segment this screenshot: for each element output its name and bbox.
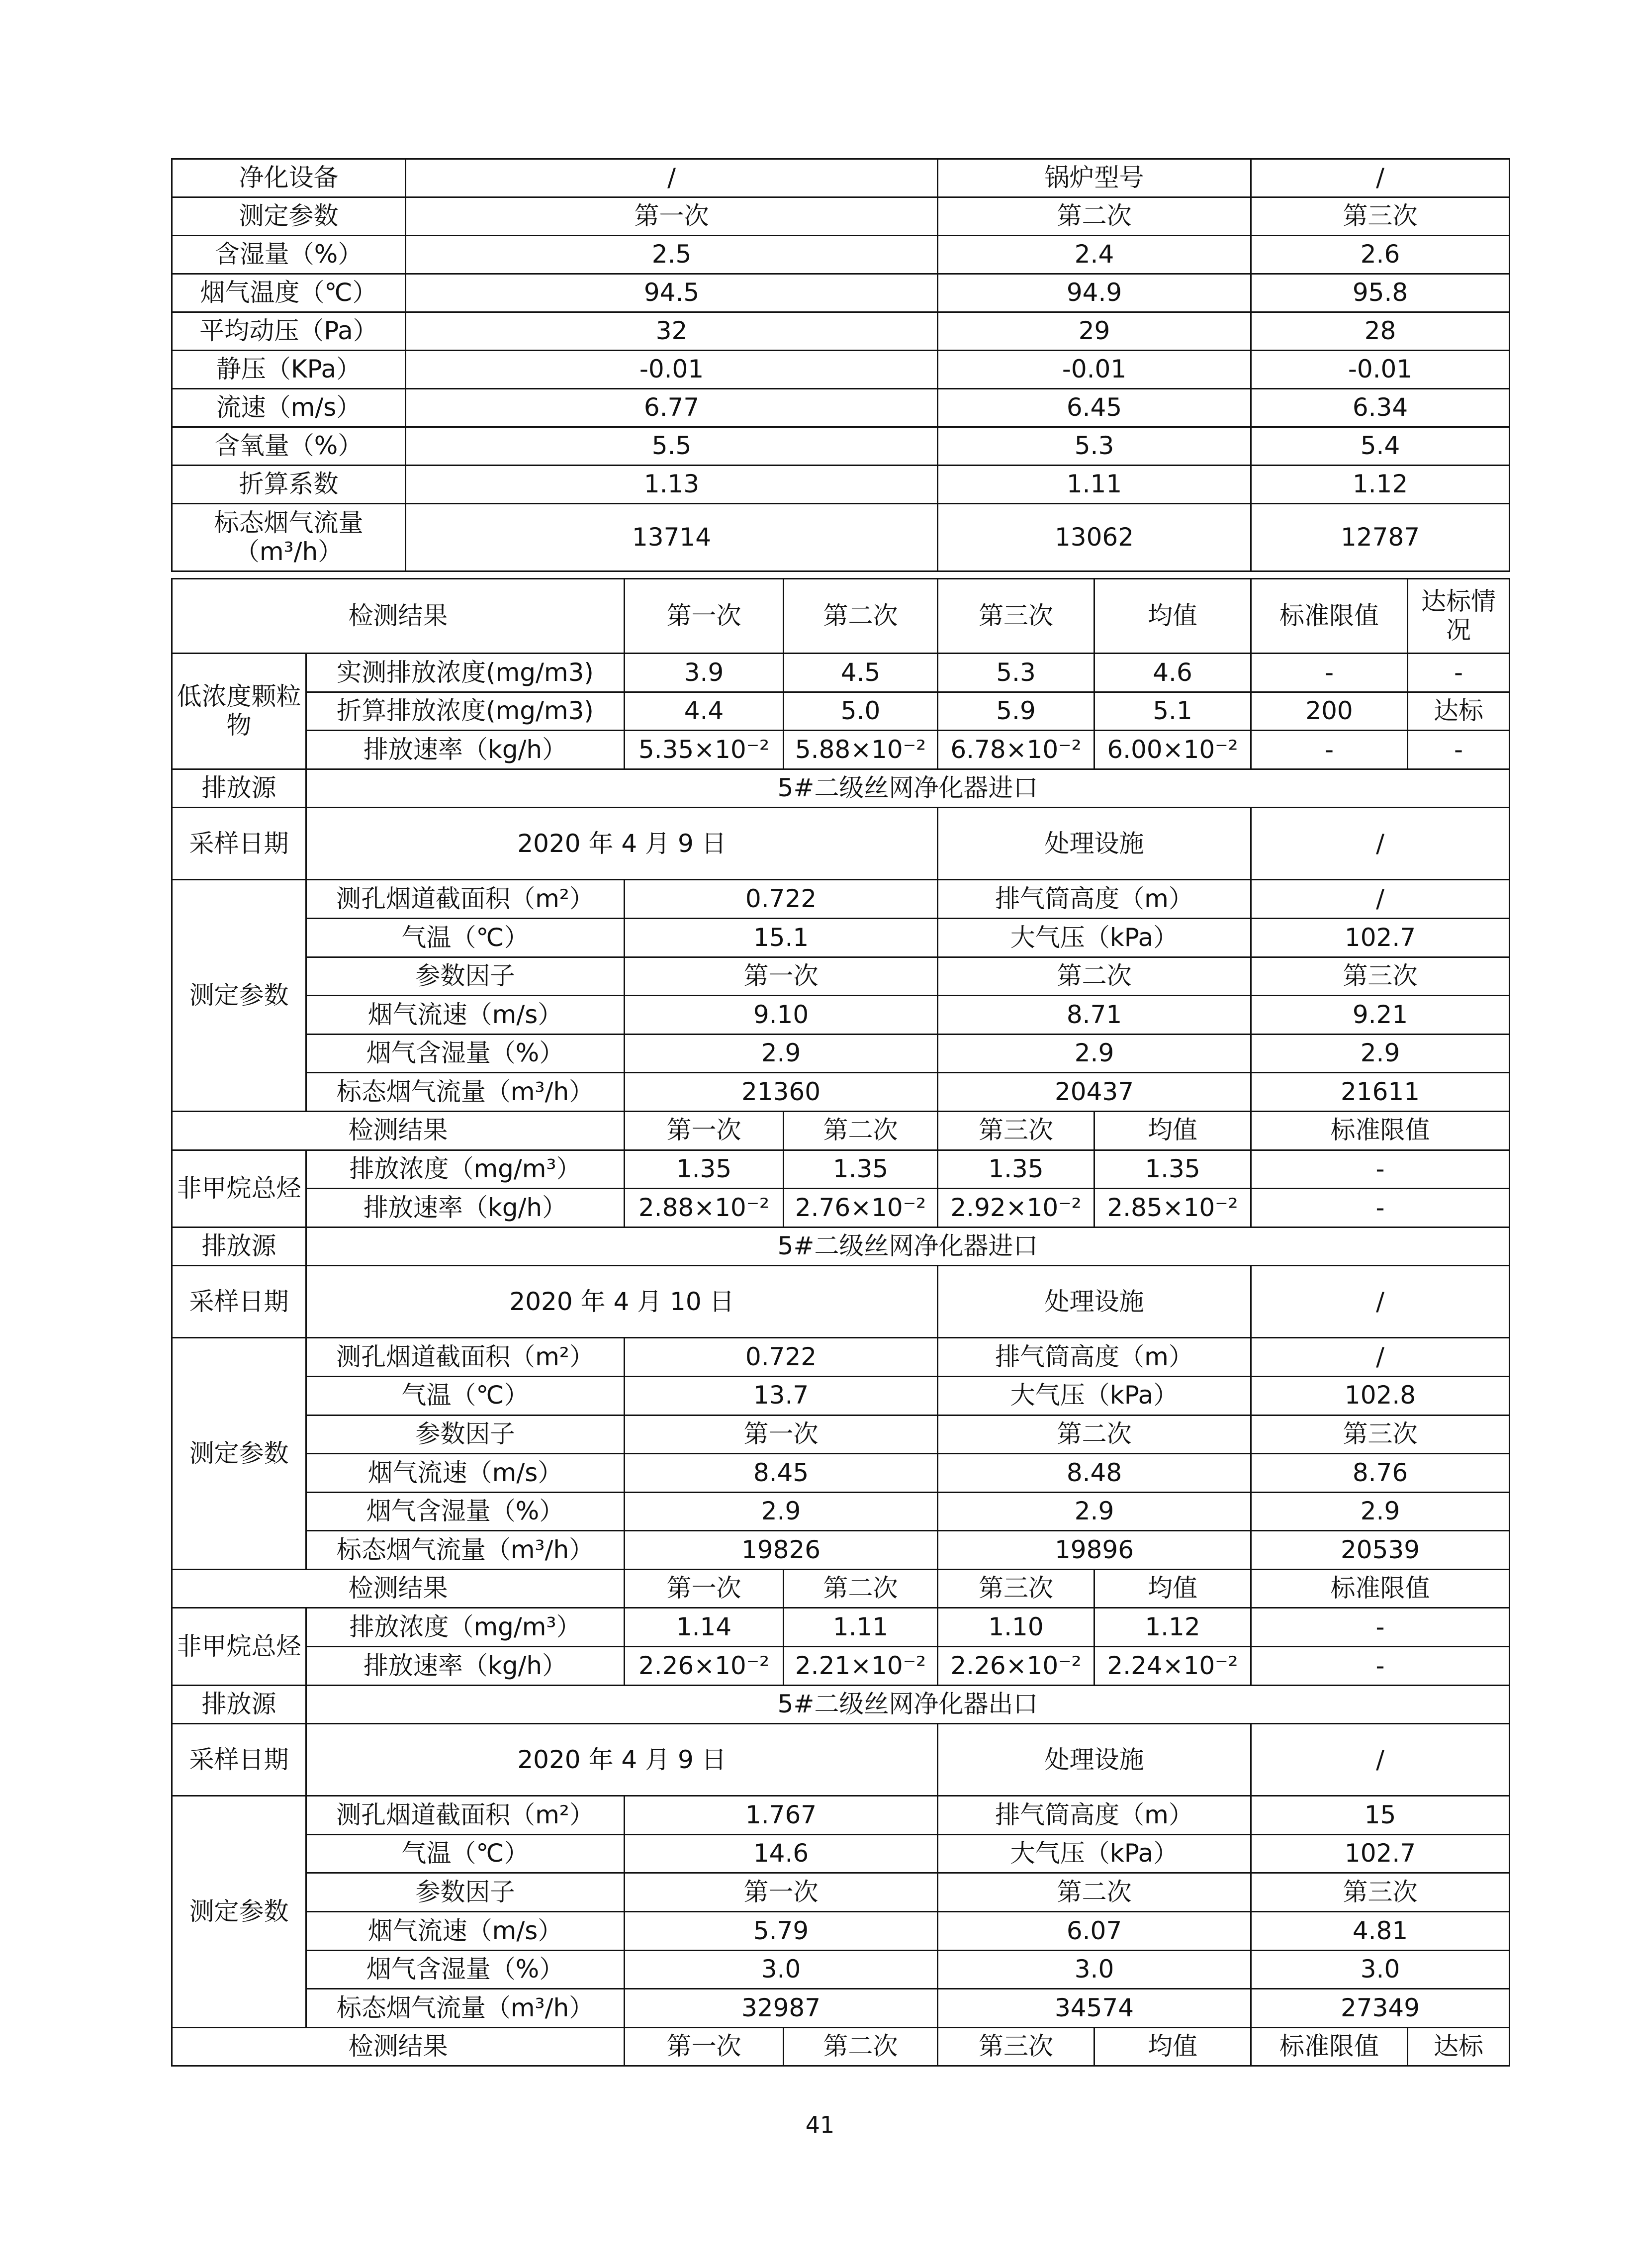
date-value: 2020 年 4 月 10 日	[306, 1266, 938, 1338]
source-value: 5#二级丝网净化器进口	[306, 1227, 1510, 1266]
param-label: 测定参数	[172, 880, 306, 1112]
result-header-col: 达标情况	[1408, 579, 1510, 654]
metric-value: 5.0	[784, 692, 938, 731]
metric-value: -	[1251, 1608, 1510, 1647]
metric-value: 5.9	[938, 692, 1094, 731]
result-header-col: 第三次	[938, 2027, 1094, 2066]
parameter-value: 2.4	[938, 236, 1251, 274]
metric-value: -	[1251, 1189, 1510, 1228]
result-header-label: 检测结果	[172, 1111, 625, 1150]
page-number: 41	[805, 2111, 835, 2138]
run-label: 第一次	[625, 1415, 938, 1454]
param-value: 8.71	[938, 996, 1251, 1035]
param-row	[172, 1034, 1510, 1073]
param-row	[172, 1338, 1510, 1377]
metric-value: 2.85×10⁻²	[1094, 1189, 1251, 1228]
facility-value: /	[1251, 1724, 1510, 1796]
param-row	[172, 1531, 1510, 1570]
metric-value: 2.24×10⁻²	[1094, 1647, 1251, 1686]
param-name: 气温（℃）	[306, 1376, 625, 1415]
param-row	[172, 1989, 1510, 2028]
parameter-row	[172, 427, 1510, 466]
metric-value: 2.92×10⁻²	[938, 1189, 1094, 1228]
param-value: 20437	[938, 1073, 1251, 1112]
param-value: 2.9	[938, 1492, 1251, 1531]
param-name: 标态烟气流量（m³/h）	[306, 1989, 625, 2028]
param-label: 测定参数	[172, 1338, 306, 1570]
date-label: 采样日期	[172, 1266, 306, 1338]
metric-value: 1.11	[784, 1608, 938, 1647]
result-header-col: 第三次	[938, 1569, 1094, 1608]
param-name: 测孔烟道截面积（m²）	[306, 1796, 625, 1835]
result-header-row	[172, 1569, 1510, 1608]
param-name: 参数因子	[306, 957, 625, 996]
date-value: 2020 年 4 月 9 日	[306, 808, 938, 880]
param-value: 3.0	[938, 1950, 1251, 1989]
param-row	[172, 1073, 1510, 1112]
parameter-label: 标态烟气流量（m³/h）	[172, 504, 406, 571]
parameter-value: 1.12	[1251, 466, 1510, 504]
param-value: /	[1251, 880, 1510, 919]
metric-value: 6.78×10⁻²	[938, 731, 1094, 769]
parameter-row	[172, 159, 1510, 197]
parameter-row	[172, 389, 1510, 427]
facility-label: 处理设施	[938, 808, 1251, 880]
parameter-label: 流速（m/s）	[172, 389, 406, 427]
parameter-label: 静压（KPa）	[172, 351, 406, 389]
parameter-label: 测定参数	[172, 197, 406, 236]
result-header-col: 标准限值	[1251, 1569, 1510, 1608]
param-row	[172, 1376, 1510, 1415]
parameter-row	[172, 351, 1510, 389]
param-name: 大气压（kPa）	[938, 1376, 1251, 1415]
param-value: 27349	[1251, 1989, 1510, 2028]
results-table-body	[172, 579, 1510, 2066]
particulate-row	[172, 731, 1510, 769]
result-header-col: 第二次	[784, 1569, 938, 1608]
parameter-value: 1.11	[938, 466, 1251, 504]
param-name: 气温（℃）	[306, 1834, 625, 1873]
param-value: 20539	[1251, 1531, 1510, 1570]
parameter-row	[172, 504, 1510, 571]
pollutant-label: 非甲烷总烃	[172, 1150, 306, 1227]
param-value: 0.722	[625, 1338, 938, 1377]
param-value: 19826	[625, 1531, 938, 1570]
metric-value: 1.35	[784, 1150, 938, 1189]
param-value: /	[1251, 1338, 1510, 1377]
parameter-value: 13062	[938, 504, 1251, 571]
result-header-col: 第二次	[784, 579, 938, 654]
param-value: 21360	[625, 1073, 938, 1112]
param-value: 3.0	[1251, 1950, 1510, 1989]
result-header-col: 标准限值	[1251, 579, 1408, 654]
param-row	[172, 1873, 1510, 1912]
parameter-value: 28	[1251, 312, 1510, 351]
parameter-label: 含湿量（%）	[172, 236, 406, 274]
param-value: 32987	[625, 1989, 938, 2028]
param-value: 6.07	[938, 1912, 1251, 1951]
run-label: 第一次	[625, 1873, 938, 1912]
param-value: 2.9	[1251, 1492, 1510, 1531]
parameter-label: 平均动压（Pa）	[172, 312, 406, 351]
parameter-value: -0.01	[1251, 351, 1510, 389]
parameter-row	[172, 312, 1510, 351]
param-name: 排气筒高度（m）	[938, 1796, 1251, 1835]
param-label: 测定参数	[172, 1796, 306, 2028]
parameter-value: 6.34	[1251, 389, 1510, 427]
parameter-value: 5.5	[406, 427, 938, 466]
param-value: 102.7	[1251, 918, 1510, 957]
param-value: 4.81	[1251, 1912, 1510, 1951]
metric-value: 2.76×10⁻²	[784, 1189, 938, 1228]
param-row	[172, 1492, 1510, 1531]
param-name: 烟气含湿量（%）	[306, 1034, 625, 1073]
parameter-value: 12787	[1251, 504, 1510, 571]
run-label: 第二次	[938, 957, 1251, 996]
metric-value: 2.21×10⁻²	[784, 1647, 938, 1686]
metric-value: 1.35	[1094, 1150, 1251, 1189]
metric-value: 4.6	[1094, 654, 1251, 692]
metric-value: 1.35	[938, 1150, 1094, 1189]
metric-value: -	[1251, 654, 1408, 692]
result-header-col: 第二次	[784, 1111, 938, 1150]
param-row	[172, 957, 1510, 996]
parameter-value: 94.9	[938, 274, 1251, 312]
param-value: 19896	[938, 1531, 1251, 1570]
param-value: 102.7	[1251, 1834, 1510, 1873]
param-value: 1.767	[625, 1796, 938, 1835]
param-name: 烟气含湿量（%）	[306, 1492, 625, 1531]
param-value: 8.45	[625, 1454, 938, 1493]
param-name: 烟气含湿量（%）	[306, 1950, 625, 1989]
param-value: 15.1	[625, 918, 938, 957]
parameter-label: 折算系数	[172, 466, 406, 504]
metric-value: 5.1	[1094, 692, 1251, 731]
result-header-col: 第一次	[625, 1111, 784, 1150]
metric-value: 1.12	[1094, 1608, 1251, 1647]
pollutant-label: 低浓度颗粒物	[172, 654, 306, 769]
metric-label: 排放速率（kg/h）	[306, 1189, 625, 1228]
run-label: 第三次	[1251, 1415, 1510, 1454]
parameter-value: 6.77	[406, 389, 938, 427]
param-value: 2.9	[938, 1034, 1251, 1073]
parameter-label: 烟气温度（℃）	[172, 274, 406, 312]
param-row	[172, 1950, 1510, 1989]
result-header-col: 第三次	[938, 1111, 1094, 1150]
param-value: 34574	[938, 1989, 1251, 2028]
metric-value: -	[1408, 731, 1510, 769]
result-header-col: 均值	[1094, 2027, 1251, 2066]
result-header-col: 第一次	[625, 579, 784, 654]
metric-label: 排放浓度（mg/m³）	[306, 1608, 625, 1647]
result-header-col: 均值	[1094, 1111, 1251, 1150]
metric-value: -	[1408, 654, 1510, 692]
param-name: 大气压（kPa）	[938, 1834, 1251, 1873]
result-header-col: 标准限值	[1251, 2027, 1408, 2066]
run-label: 第一次	[625, 957, 938, 996]
result-header-row	[172, 2027, 1510, 2066]
param-name: 排气筒高度（m）	[938, 880, 1251, 919]
parameter-value: 95.8	[1251, 274, 1510, 312]
param-value: 9.21	[1251, 996, 1510, 1035]
pollutant-label: 非甲烷总烃	[172, 1608, 306, 1685]
param-row	[172, 880, 1510, 919]
parameter-row	[172, 274, 1510, 312]
parameter-value: 第二次	[938, 197, 1251, 236]
param-value: 2.9	[1251, 1034, 1510, 1073]
metric-value: 1.35	[625, 1150, 784, 1189]
metric-label: 排放浓度（mg/m³）	[306, 1150, 625, 1189]
param-value: 9.10	[625, 996, 938, 1035]
param-row	[172, 1796, 1510, 1835]
run-label: 第二次	[938, 1415, 1251, 1454]
param-row	[172, 1415, 1510, 1454]
param-name: 大气压（kPa）	[938, 918, 1251, 957]
param-name: 排气筒高度（m）	[938, 1338, 1251, 1377]
param-name: 测孔烟道截面积（m²）	[306, 880, 625, 919]
metric-value: 5.3	[938, 654, 1094, 692]
date-label: 采样日期	[172, 1724, 306, 1796]
date-row	[172, 808, 1510, 880]
parameter-value: 2.6	[1251, 236, 1510, 274]
param-value: 2.9	[625, 1492, 938, 1531]
date-value: 2020 年 4 月 9 日	[306, 1724, 938, 1796]
parameter-value: 5.4	[1251, 427, 1510, 466]
param-name: 气温（℃）	[306, 918, 625, 957]
metric-value: 5.35×10⁻²	[625, 731, 784, 769]
parameter-value: /	[1251, 159, 1510, 197]
param-value: 5.79	[625, 1912, 938, 1951]
source-label: 排放源	[172, 1685, 306, 1724]
parameter-value: 第三次	[1251, 197, 1510, 236]
parameter-value: 2.5	[406, 236, 938, 274]
metric-value: 4.5	[784, 654, 938, 692]
metric-value: 达标	[1408, 692, 1510, 731]
metric-label: 排放速率（kg/h）	[306, 731, 625, 769]
parameter-value: 94.5	[406, 274, 938, 312]
param-value: 0.722	[625, 880, 938, 919]
facility-value: /	[1251, 1266, 1510, 1338]
param-value: 14.6	[625, 1834, 938, 1873]
metric-value: 2.26×10⁻²	[938, 1647, 1094, 1686]
param-name: 标态烟气流量（m³/h）	[306, 1531, 625, 1570]
param-value: 8.76	[1251, 1454, 1510, 1493]
parameter-value: -0.01	[406, 351, 938, 389]
param-name: 参数因子	[306, 1873, 625, 1912]
particulate-row	[172, 654, 1510, 692]
param-value: 8.48	[938, 1454, 1251, 1493]
param-row	[172, 918, 1510, 957]
source-value: 5#二级丝网净化器出口	[306, 1685, 1510, 1724]
metric-label: 实测排放浓度(mg/m3)	[306, 654, 625, 692]
parameter-value: /	[406, 159, 938, 197]
source-row	[172, 769, 1510, 808]
parameter-value: 13714	[406, 504, 938, 571]
parameter-value: 6.45	[938, 389, 1251, 427]
param-value: 3.0	[625, 1950, 938, 1989]
param-value: 102.8	[1251, 1376, 1510, 1415]
metric-value: 6.00×10⁻²	[1094, 731, 1251, 769]
parameter-label: 净化设备	[172, 159, 406, 197]
facility-label: 处理设施	[938, 1724, 1251, 1796]
result-header-label: 检测结果	[172, 579, 625, 654]
metric-value: -	[1251, 731, 1408, 769]
param-name: 标态烟气流量（m³/h）	[306, 1073, 625, 1112]
param-row	[172, 996, 1510, 1035]
pollutant-row	[172, 1189, 1510, 1228]
parameter-value: 1.13	[406, 466, 938, 504]
result-header-col: 达标	[1408, 2027, 1510, 2066]
metric-value: 200	[1251, 692, 1408, 731]
metric-value: 5.88×10⁻²	[784, 731, 938, 769]
source-row	[172, 1685, 1510, 1724]
param-name: 测孔烟道截面积（m²）	[306, 1338, 625, 1377]
metric-value: -	[1251, 1647, 1510, 1686]
metric-value: 4.4	[625, 692, 784, 731]
param-name: 烟气流速（m/s）	[306, 1454, 625, 1493]
source-row	[172, 1227, 1510, 1266]
metric-label: 折算排放浓度(mg/m3)	[306, 692, 625, 731]
parameter-row	[172, 466, 1510, 504]
param-name: 烟气流速（m/s）	[306, 1912, 625, 1951]
result-header-col: 均值	[1094, 1569, 1251, 1608]
source-label: 排放源	[172, 1227, 306, 1266]
result-header-row	[172, 579, 1510, 654]
param-name: 参数因子	[306, 1415, 625, 1454]
parameter-value: 第一次	[406, 197, 938, 236]
date-row	[172, 1266, 1510, 1338]
param-row	[172, 1912, 1510, 1951]
pollutant-row	[172, 1608, 1510, 1647]
result-header-label: 检测结果	[172, 2027, 625, 2066]
source-value: 5#二级丝网净化器进口	[306, 769, 1510, 808]
run-label: 第三次	[1251, 1873, 1510, 1912]
param-value: 13.7	[625, 1376, 938, 1415]
param-name: 烟气流速（m/s）	[306, 996, 625, 1035]
parameter-label: 含氧量（%）	[172, 427, 406, 466]
metric-value: 2.26×10⁻²	[625, 1647, 784, 1686]
result-header-label: 检测结果	[172, 1569, 625, 1608]
results-table	[171, 578, 1510, 2067]
parameter-label: 锅炉型号	[938, 159, 1251, 197]
facility-label: 处理设施	[938, 1266, 1251, 1338]
result-header-col: 第三次	[938, 579, 1094, 654]
pollutant-row	[172, 1150, 1510, 1189]
parameter-row	[172, 197, 1510, 236]
metric-value: -	[1251, 1150, 1510, 1189]
run-label: 第二次	[938, 1873, 1251, 1912]
parameter-value: 29	[938, 312, 1251, 351]
result-header-col: 标准限值	[1251, 1111, 1510, 1150]
metric-value: 1.10	[938, 1608, 1094, 1647]
parameter-value: -0.01	[938, 351, 1251, 389]
result-header-col: 第二次	[784, 2027, 938, 2066]
result-header-col: 均值	[1094, 579, 1251, 654]
metric-value: 2.88×10⁻²	[625, 1189, 784, 1228]
source-label: 排放源	[172, 769, 306, 808]
particulate-row	[172, 692, 1510, 731]
param-value: 15	[1251, 1796, 1510, 1835]
param-row	[172, 1834, 1510, 1873]
result-header-col: 第一次	[625, 2027, 784, 2066]
metric-value: 1.14	[625, 1608, 784, 1647]
parameter-table	[171, 158, 1510, 572]
param-value: 21611	[1251, 1073, 1510, 1112]
pollutant-row	[172, 1647, 1510, 1686]
parameter-value: 5.3	[938, 427, 1251, 466]
facility-value: /	[1251, 808, 1510, 880]
date-row	[172, 1724, 1510, 1796]
run-label: 第三次	[1251, 957, 1510, 996]
metric-label: 排放速率（kg/h）	[306, 1647, 625, 1686]
param-value: 2.9	[625, 1034, 938, 1073]
param-row	[172, 1454, 1510, 1493]
result-header-col: 第一次	[625, 1569, 784, 1608]
metric-value: 3.9	[625, 654, 784, 692]
parameter-value: 32	[406, 312, 938, 351]
parameter-row	[172, 236, 1510, 274]
result-header-row	[172, 1111, 1510, 1150]
parameter-table-body	[172, 159, 1510, 571]
date-label: 采样日期	[172, 808, 306, 880]
